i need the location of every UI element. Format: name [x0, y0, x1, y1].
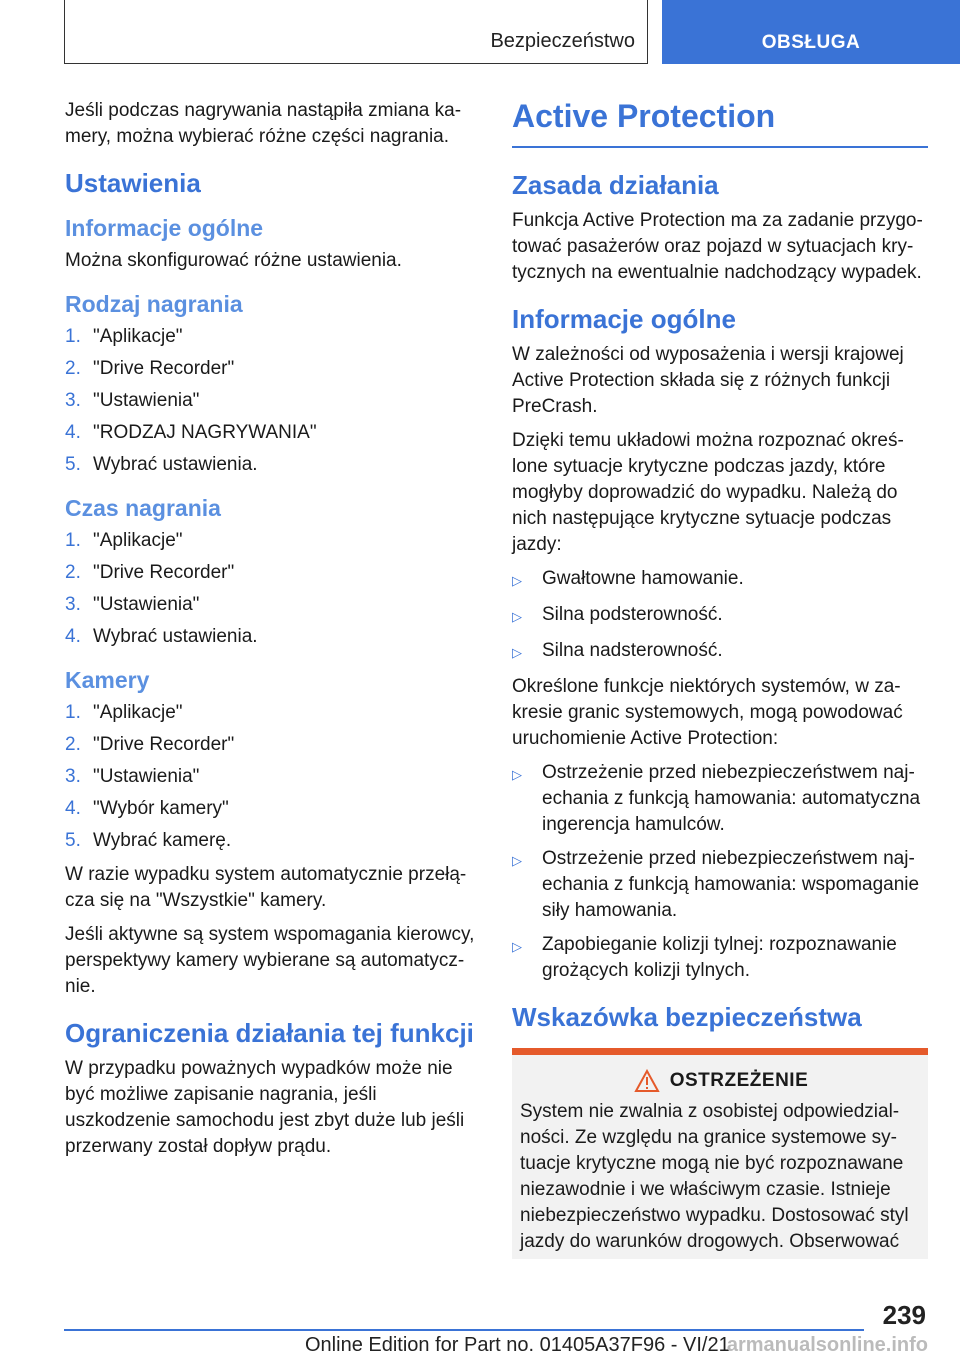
general-heading-right: Informacje ogólne [512, 304, 736, 334]
cameras-paragraph-1: W razie wypadku system automatycznie przełą- cza się na "Wszystkie" kamery. [65, 864, 467, 911]
chapter-tab[interactable] [662, 0, 960, 64]
triangle-bullet-icon: ▷ [512, 609, 522, 624]
situations-list [512, 566, 928, 666]
list-item: 1. "Aplikacje" [65, 326, 183, 347]
list-item: 5. Wybrać kamerę. [65, 830, 232, 851]
rec-time-heading: Czas nagrania [65, 495, 221, 521]
list-item: ▷ Zapobieganie kolizji tylnej: rozpoznawanie grożących kolizji tylnych. [512, 932, 928, 984]
list-item: 3. "Ustawienia" [65, 390, 200, 411]
triangle-bullet-icon: ▷ [512, 853, 522, 868]
triangle-bullet-icon: ▷ [512, 939, 522, 954]
general-paragraph: Można skonfigurować różne ustawienia. [65, 250, 402, 271]
list-item: 5. Wybrać ustawienia. [65, 454, 258, 475]
warning-triangle-icon [634, 1069, 660, 1093]
list-item: ▷ Silna podsterowność. [512, 602, 928, 630]
warning-box [512, 1048, 928, 1259]
watermark: armanualsonline.info [726, 1334, 928, 1356]
list-item: ▷ Ostrzeżenie przed niebezpieczeństwem naj- echania z funkcją hamowania: wspomaganie siły hamowania. [512, 846, 928, 924]
general-heading: Informacje ogólne [65, 215, 264, 241]
triggers-list [512, 760, 928, 984]
list-item: 2. "Drive Recorder" [65, 734, 235, 755]
list-item: 3. "Ustawienia" [65, 766, 200, 787]
cameras-steps [65, 700, 485, 854]
chapter-tab-label: OBSŁUGA [761, 32, 861, 53]
warning-label: OSTRZEŻENIE [669, 1070, 809, 1091]
chapter-title: Active Protection [512, 98, 928, 148]
rec-type-heading: Rodzaj nagrania [65, 291, 243, 317]
list-item: 4. "RODZAJ NAGRYWANIA" [65, 422, 317, 443]
list-item: ▷ Silna nadsterowność. [512, 638, 928, 666]
triangle-bullet-icon: ▷ [512, 767, 522, 782]
footer-divider [64, 1329, 864, 1331]
limits-heading: Ograniczenia działania tej funkcji [65, 1018, 474, 1048]
general-paragraph-1: W zależności od wyposażenia i wersji krajowej Active Protection składa się z różnych funkcji PreCrash. [512, 344, 904, 417]
right-column [512, 98, 928, 1259]
principle-paragraph: Funkcja Active Protection ma za zadanie przygo- tować pasażerów oraz pojazd w sytuacjach kry- tycznych na ewentualnie nadchodzący wypadek. [512, 210, 923, 283]
safety-heading: Wskazówka bezpieczeństwa [512, 1002, 862, 1032]
list-item: 4. Wybrać ustawienia. [65, 626, 258, 647]
rec-type-steps [65, 324, 485, 478]
list-item: 2. "Drive Recorder" [65, 562, 235, 583]
list-item: ▷ Ostrzeżenie przed niebezpieczeństwem naj- echania z funkcją hamowania: automatyczna ingerencja hamulców. [512, 760, 928, 838]
edition-text: Online Edition for Part no. 01405A37F96 - VI/21 [305, 1334, 730, 1356]
left-column [65, 98, 485, 1168]
warning-text: System nie zwalnia z osobistej odpowiedzial- ności. Ze względu na granice systemowe sy- tuacje krytyczne mogą nie być rozpoznawane niezawodnie i we właściwym czasie. Istnieje niebezpieczeństwo wypadku. Dostosować styl jazdy do warunków drogowych. Obserwować [520, 1101, 909, 1252]
settings-heading: Ustawienia [65, 168, 201, 198]
list-item: ▷ Gwałtowne hamowanie. [512, 566, 928, 594]
list-item: 4. "Wybór kamery" [65, 798, 229, 819]
warning-header [520, 1069, 922, 1093]
rec-time-steps [65, 528, 485, 650]
cameras-heading: Kamery [65, 667, 150, 693]
list-item: 1. "Aplikacje" [65, 530, 183, 551]
page-number: 239 [882, 1300, 926, 1330]
limits-paragraph: W przypadku poważnych wypadków może nie być możliwe zapisanie nagrania, jeśli uszkodzenie samochodu jest zbyt duże lub jeśli przerwany został dopływ prądu. [65, 1058, 465, 1157]
list-item: 2. "Drive Recorder" [65, 358, 235, 379]
header-frame [64, 0, 648, 64]
cameras-paragraph-2: Jeśli aktywne są system wspomagania kierowcy, perspektywy kamery wybierane są automatycz- nie. [65, 924, 475, 997]
intro-paragraph: Jeśli podczas nagrywania nastąpiła zmiana ka- mery, można wybierać różne części nagrania. [65, 100, 462, 147]
section-title: Bezpieczeństwo [490, 30, 635, 52]
general-paragraph-2: Dzięki temu układowi można rozpoznać okreś- lone sytuacje krytyczne podczas jazdy, które mogłyby doprowadzić do wypadku. Należą do nich następujące krytyczne sytuacje podczas jazdy: [512, 430, 904, 555]
principle-heading: Zasada działania [512, 170, 719, 200]
general-paragraph-3: Określone funkcje niektórych systemów, w za- kresie granic systemowych, mogą powodować uruchomienie Active Protection: [512, 676, 903, 749]
list-item: 1. "Aplikacje" [65, 702, 183, 723]
triangle-bullet-icon: ▷ [512, 645, 522, 660]
list-item: 3. "Ustawienia" [65, 594, 200, 615]
triangle-bullet-icon: ▷ [512, 573, 522, 588]
